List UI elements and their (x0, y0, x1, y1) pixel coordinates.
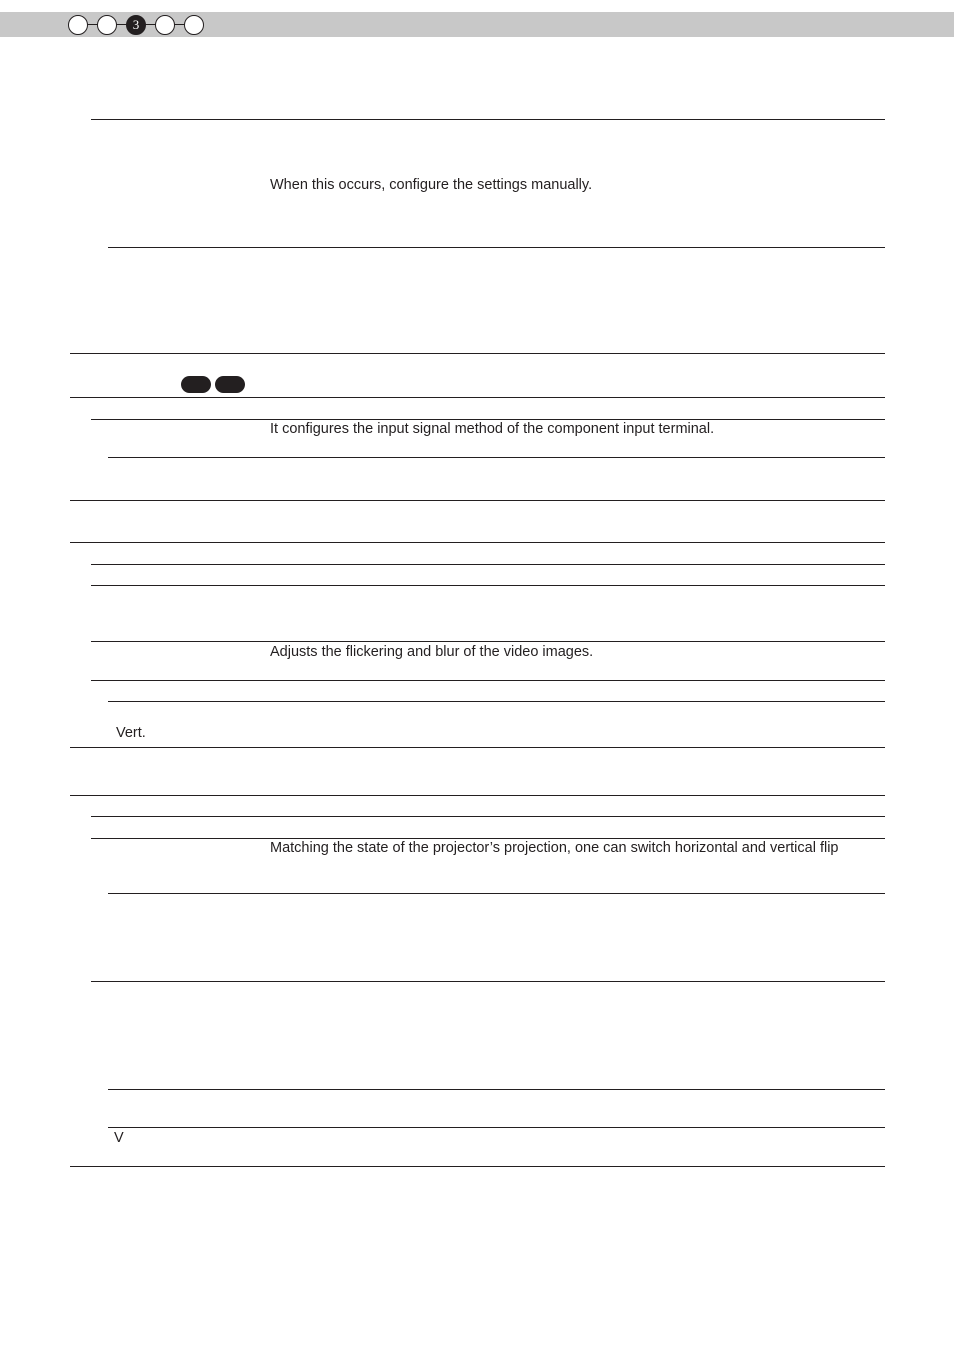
table-rule (91, 585, 885, 586)
step-navigation (68, 15, 208, 35)
table-rule (108, 701, 885, 702)
section-rule (70, 500, 885, 501)
section-rule (70, 795, 885, 796)
table-rule (91, 680, 885, 681)
table-rule (91, 816, 885, 817)
table-rule (91, 564, 885, 565)
component-input-description: It configures the input signal method of the component input terminal. (270, 421, 715, 437)
table-rule (91, 838, 885, 839)
section-rule (70, 1166, 885, 1167)
table-rule (91, 981, 885, 982)
step-3-circle-active: 3 (126, 15, 146, 35)
table-rule (91, 419, 885, 420)
table-rule (108, 247, 885, 248)
step-5-circle (184, 15, 204, 35)
section-rule (70, 397, 885, 398)
table-rule (108, 457, 885, 458)
section-rule (70, 353, 885, 354)
table-rule (91, 641, 885, 642)
vert-label: Vert. (116, 725, 146, 741)
flip-description: Matching the state of the projector’s projection, one can switch horizontal and vertical flip (270, 840, 839, 856)
step-2-circle (97, 15, 117, 35)
table-rule (108, 1089, 885, 1090)
table-rule (91, 119, 885, 120)
step-1-circle (68, 15, 88, 35)
table-rule (108, 1127, 885, 1128)
section-rule (70, 747, 885, 748)
section-rule (70, 542, 885, 543)
table-rule (108, 893, 885, 894)
auto-config-note: When this occurs, configure the settings manually. (270, 177, 593, 193)
input-badge-icon (181, 376, 211, 393)
step-4-circle (155, 15, 175, 35)
v-label: V (114, 1130, 124, 1146)
input-badge-icon (215, 376, 245, 393)
flicker-description: Adjusts the flickering and blur of the video images. (270, 644, 594, 660)
